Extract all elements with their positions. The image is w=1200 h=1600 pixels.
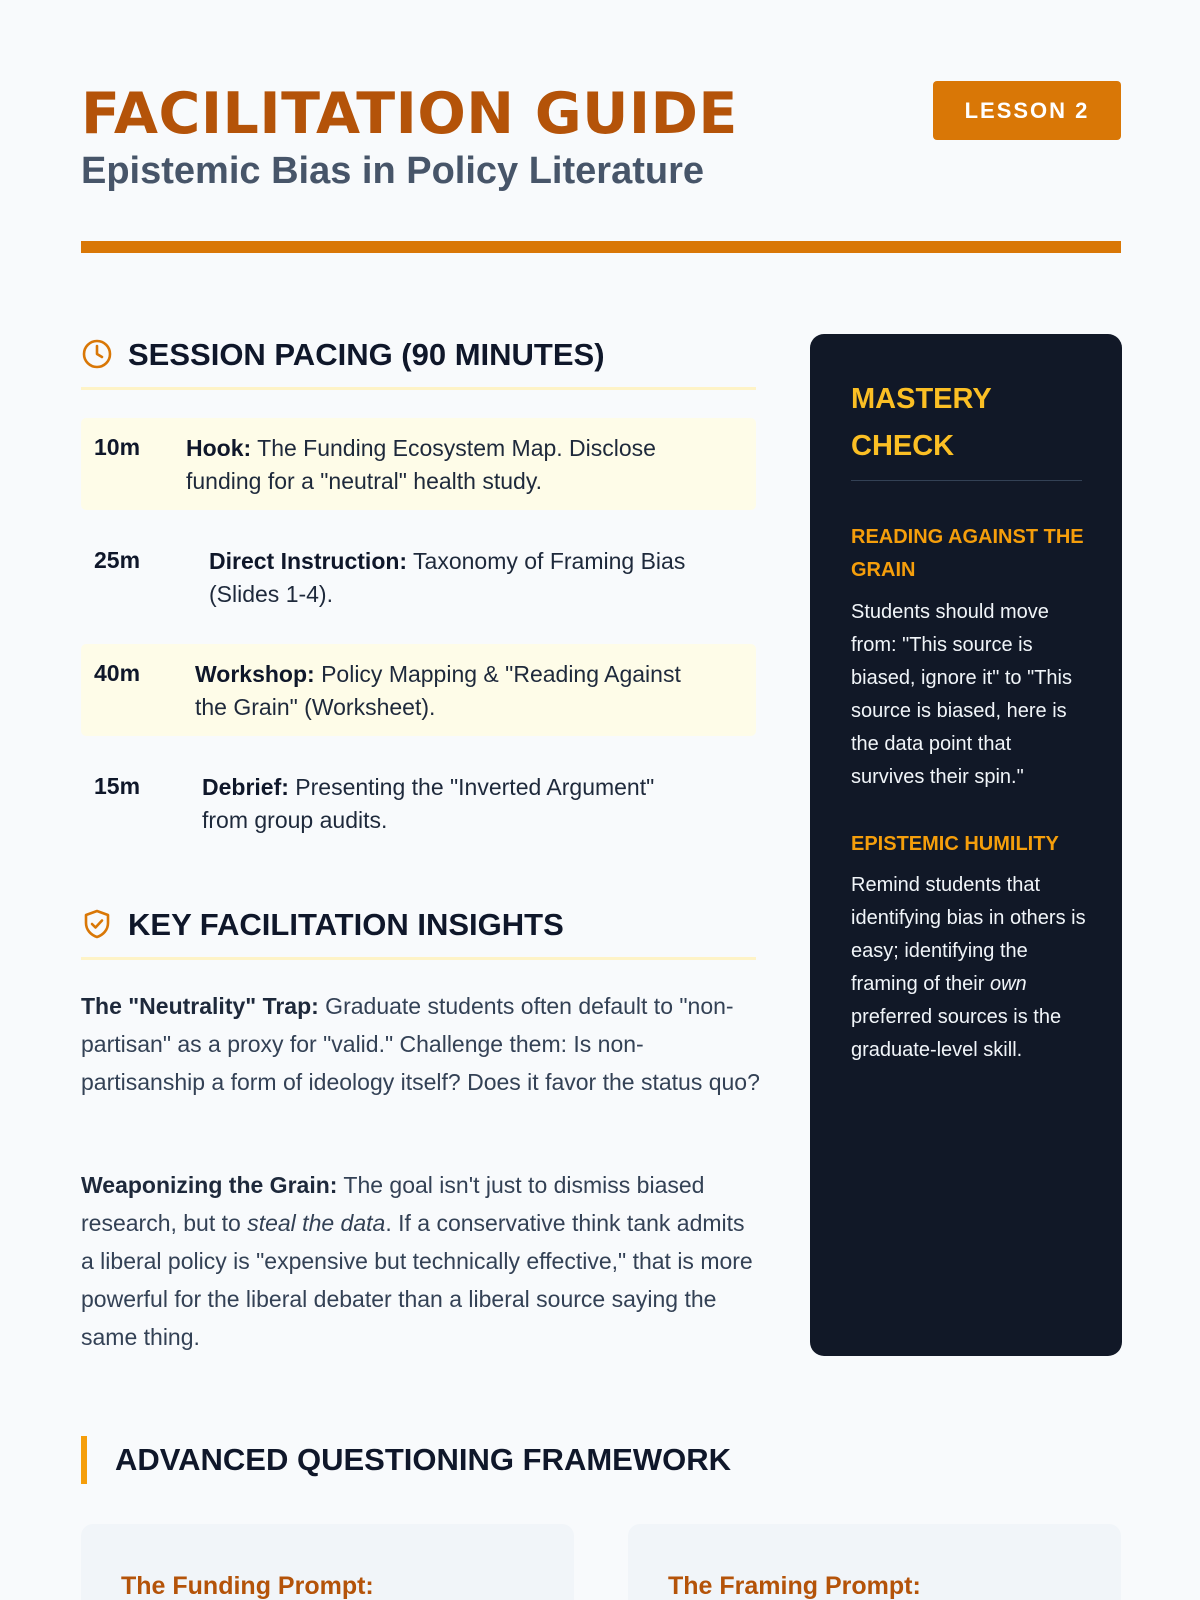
pacing-heading-rule (81, 387, 756, 390)
pacing-row (81, 757, 756, 849)
mastery-section-title: READING AGAINST THE GRAIN (851, 526, 1084, 581)
pacing-text: The Funding Ecosystem Map. Disclose funding for a "neutral" health study. (186, 435, 656, 494)
pacing-label: Workshop: (195, 661, 315, 687)
pacing-time: 25m (94, 547, 141, 573)
pacing-label: Direct Instruction: (209, 548, 408, 574)
page-header (81, 80, 1121, 255)
mastery-body-emphasis: own (989, 973, 1027, 995)
insight-paragraph (81, 1166, 761, 1356)
facilitation-guide-page (81, 0, 1121, 1600)
insight-label: The "Neutrality" Trap: (81, 993, 319, 1019)
shield-check-icon (81, 908, 113, 940)
insight-paragraph (81, 987, 761, 1101)
pacing-text: Presenting the "Inverted Argument" from group audits. (202, 774, 655, 833)
framing-prompt-card (628, 1524, 1121, 1600)
pacing-text: Taxonomy of Framing Bias (Slides 1-4). (209, 548, 686, 607)
page-subtitle: Epistemic Bias in Policy Literature (81, 150, 704, 192)
pacing-time: 40m (94, 660, 141, 686)
mastery-check-panel (810, 334, 1122, 1356)
card-title: The Funding Prompt: (121, 1572, 374, 1600)
pacing-row (81, 644, 756, 736)
pacing-label: Debrief: (202, 774, 289, 800)
insight-text: The goal isn't just to dismiss biased research, but to (81, 1172, 705, 1236)
mastery-body-text: preferred sources is the graduate-level skill. (851, 1006, 1062, 1061)
pacing-time: 10m (94, 434, 141, 460)
pacing-label: Hook: (186, 435, 252, 461)
insights-section-heading (81, 904, 756, 962)
insights-heading: KEY FACILITATION INSIGHTS (128, 907, 564, 942)
lesson-badge: LESSON 2 (933, 81, 1121, 140)
mastery-body-text: Remind students that identifying bias in others is easy; identifying the framing of their (851, 874, 1086, 995)
insight-text: . If a conservative think tank admits a liberal policy is "expensive but technically effective," that is more powerful for the liberal debater than a liberal source saying the same thing. (81, 1210, 753, 1350)
pacing-text: Policy Mapping & "Reading Against the Grain" (Worksheet). (195, 661, 681, 720)
insight-emphasis: steal the data (247, 1210, 386, 1236)
funding-prompt-card (81, 1524, 574, 1600)
pacing-section-heading (81, 334, 756, 392)
framework-heading: ADVANCED QUESTIONING FRAMEWORK (115, 1442, 731, 1477)
pacing-description (202, 771, 702, 837)
pacing-description (209, 545, 709, 611)
framework-accent-bar (81, 1436, 87, 1484)
insight-text: Graduate students often default to "non-partisan" as a proxy for "valid." Challenge them: Is non-partisanship a form of ideology itself? Does it favor the status quo? (81, 993, 760, 1095)
pacing-row (81, 531, 756, 623)
mastery-divider (851, 480, 1082, 481)
header-divider (81, 241, 1121, 253)
mastery-section-body: Students should move from: "This source is biased, ignore it" to "This source is biased, here is the data point that survives their spin." (851, 601, 1072, 788)
page-title: FACILITATION GUIDE (81, 81, 738, 147)
pacing-row (81, 418, 756, 510)
insights-heading-rule (81, 957, 756, 960)
framework-section-heading (81, 1436, 1121, 1484)
card-title: The Framing Prompt: (668, 1572, 921, 1600)
pacing-time: 15m (94, 773, 141, 799)
mastery-section-body (851, 869, 1089, 1067)
pacing-description (195, 658, 695, 724)
clock-icon (81, 338, 113, 370)
insight-label: Weaponizing the Grain: (81, 1172, 338, 1198)
mastery-section-title: EPISTEMIC HUMILITY (851, 833, 1059, 855)
pacing-description (186, 432, 686, 498)
pacing-heading: SESSION PACING (90 MINUTES) (128, 337, 605, 372)
mastery-heading: MASTERY CHECK (851, 383, 992, 462)
